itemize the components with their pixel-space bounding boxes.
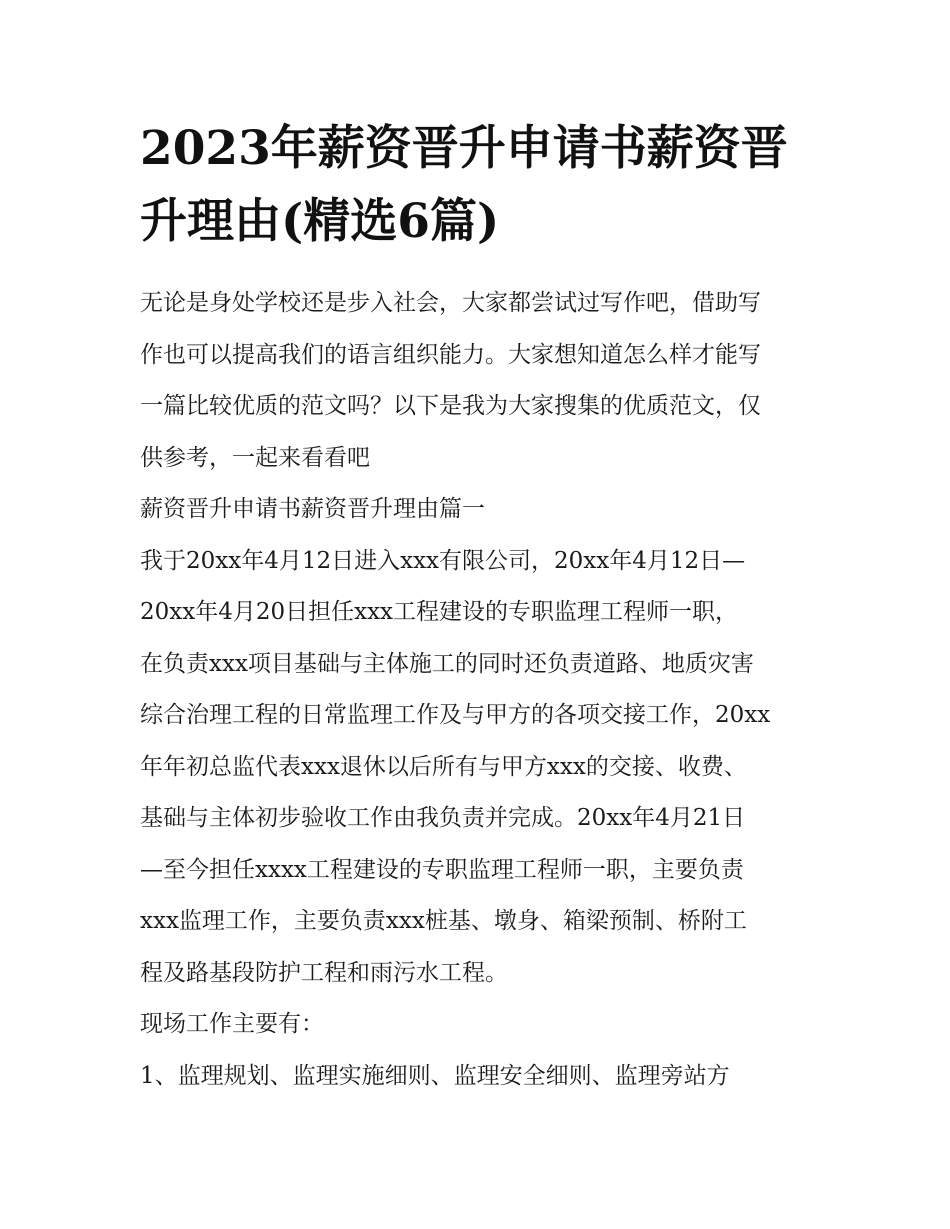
list-item-1: 1、监理规划、监理实施细则、监理安全细则、监理旁站方 [140, 1062, 730, 1089]
intro-line-1: 无论是身处学校还是步入社会，大家都尝试过写作吧，借助写 [140, 290, 761, 316]
paragraph-line-6: 基础与主体初步验收工作由我负责并完成。20xx年4月21日 [140, 805, 746, 831]
subheading-work: 现场工作主要有： [140, 1011, 324, 1037]
paragraph-line-1: 我于20xx年4月12日进入xxx有限公司，20xx年4月12日— [140, 547, 746, 574]
document-body [140, 278, 830, 1102]
paragraph-line-4: 综合治理工程的日常监理工作及与甲方的各项交接工作，20xx [140, 702, 771, 728]
paragraph-line-8: xxx监理工作，主要负责xxx桩基、墩身、箱梁预制、桥附工 [140, 908, 747, 934]
document-title [140, 112, 820, 258]
intro-line-4: 供参考，一起来看看吧 [140, 444, 370, 471]
paragraph-line-9: 程及路基段防护工程和雨污水工程。 [140, 959, 508, 986]
title-line-1: 2023年薪资晋升申请书薪资晋 [140, 121, 788, 176]
section-heading: 薪资晋升申请书薪资晋升理由篇一 [140, 496, 485, 522]
title-line-2: 升理由(精选6篇) [140, 194, 500, 249]
intro-line-2: 作也可以提高我们的语言组织能力。大家想知道怎么样才能写 [140, 341, 761, 368]
intro-line-3: 一篇比较优质的范文吗？以下是我为大家搜集的优质范文，仅 [140, 393, 761, 419]
paragraph-line-7: —至今担任xxxx工程建设的专职监理工程师一职，主要负责 [140, 856, 744, 883]
paragraph-line-5: 年年初总监代表xxx退休以后所有与甲方xxx的交接、收费、 [140, 753, 747, 780]
paragraph-line-3: 在负责xxx项目基础与主体施工的同时还负责道路、地质灾害 [140, 650, 754, 677]
paragraph-line-2: 20xx年4月20日担任xxx工程建设的专职监理工程师一职， [140, 599, 739, 625]
